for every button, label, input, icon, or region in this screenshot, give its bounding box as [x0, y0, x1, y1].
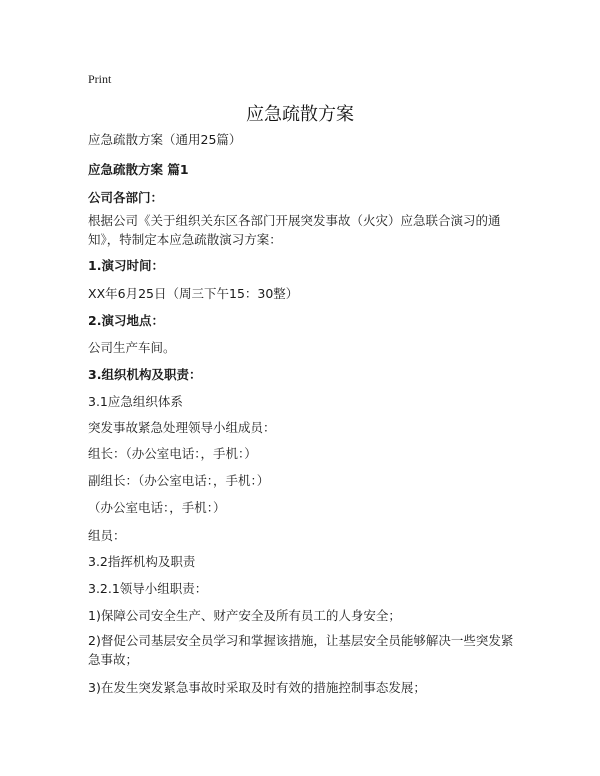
- page-title: 应急疏散方案: [246, 104, 354, 125]
- paragraph: 突发事故紧急处理领导小组成员：: [88, 420, 276, 435]
- paragraph: 根据公司《关于组织关东区各部门开展突发事故（火灾）应急联合演习的通知》，特制定本应急疏散演习方案：: [88, 213, 501, 247]
- addressee: 公司各部门：: [88, 190, 164, 205]
- paragraph: 3)在发生突发紧急事故时采取及时有效的措施控制事态发展；: [88, 680, 426, 695]
- heading-organization: 3.组织机构及职责：: [88, 367, 202, 382]
- paragraph: 1)保障公司安全生产、财产安全及所有员工的人身安全；: [88, 608, 401, 623]
- heading-location: 2.演习地点：: [88, 313, 164, 328]
- paragraph: 副组长：（办公室电话：，手机：）: [88, 473, 270, 488]
- paragraph: 组长：（办公室电话：，手机：）: [88, 446, 257, 461]
- paragraph: XX年6月25日（周三下午15：30整）: [88, 286, 299, 301]
- subtitle: 应急疏散方案（通用25篇）: [88, 132, 242, 147]
- paragraph: （办公室电话：，手机：）: [88, 500, 226, 515]
- paragraph: 3.1应急组织体系: [88, 394, 183, 409]
- paragraph: 3.2指挥机构及职责: [88, 554, 196, 569]
- section-heading: 应急疏散方案 篇1: [88, 162, 189, 177]
- paragraph: 3.2.1领导小组职责：: [88, 581, 208, 596]
- paragraph: 2)督促公司基层安全员学习和掌握该措施，让基层安全员能够解决一些突发紧急事故；: [88, 633, 514, 667]
- heading-time: 1.演习时间：: [88, 258, 164, 273]
- paragraph: 公司生产车间。: [88, 340, 176, 355]
- paragraph: 组员：: [88, 528, 126, 543]
- print-link[interactable]: Print: [88, 72, 112, 86]
